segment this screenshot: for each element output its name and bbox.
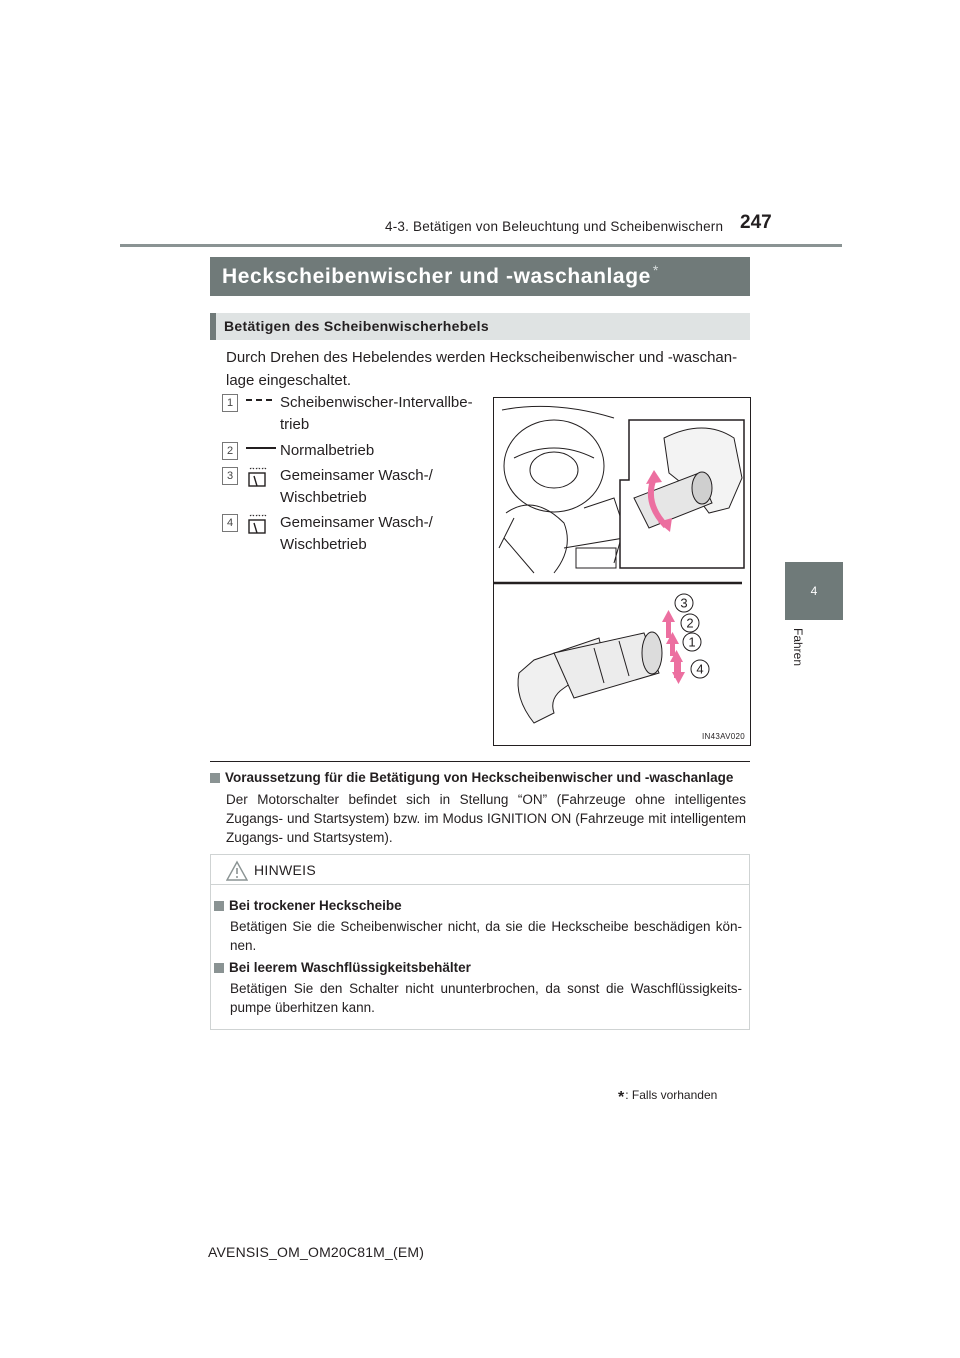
footnote-text: : Falls vorhanden	[625, 1088, 718, 1102]
document-code: AVENSIS_OM_OM20C81M_(EM)	[208, 1244, 425, 1260]
rear-washer-icon	[246, 467, 268, 489]
page-number: 247	[740, 212, 772, 233]
legend-text: Gemeinsamer Wasch-/ Wischbetrieb	[280, 514, 433, 553]
footnote	[618, 1088, 717, 1107]
warning-triangle-icon	[226, 860, 248, 882]
running-header: 4-3. Betätigen von Beleuchtung und Scheibenwischern	[385, 219, 724, 234]
chapter-label	[787, 624, 841, 684]
footnote-marker: *	[618, 1089, 625, 1106]
optional-marker: *	[652, 262, 659, 278]
legend-item-4	[222, 512, 482, 556]
callout-4: 4	[696, 661, 704, 677]
inset-detail	[620, 420, 744, 568]
chapter-tab[interactable]: 4	[785, 562, 843, 620]
notice-item-body-1: Betätigen Sie die Scheibenwischer nicht, da sie die Heckscheibe beschädigen kön-nen.	[230, 919, 742, 953]
section-title-text: Heckscheibenwischer und -waschanlage	[222, 265, 651, 288]
legend-number: 3	[222, 467, 238, 485]
rear-washer-icon	[246, 514, 268, 536]
legend-number: 2	[222, 442, 238, 460]
notice-item-title-2	[214, 960, 471, 975]
subsection-title: Betätigen des Scheibenwischerhebels	[224, 318, 489, 334]
legend-number: 1	[222, 394, 238, 412]
square-bullet-icon	[210, 773, 220, 783]
notice-item-body-2: Betätigen Sie den Schalter nicht ununterbrochen, da sonst die Waschflüssigkeits-pumpe überhitzen kann.	[230, 981, 742, 1015]
condition-title	[210, 770, 733, 785]
wiper-lever-illustration	[493, 397, 751, 746]
wiper-lever	[518, 632, 662, 723]
notice-item-title-text: Bei leerem Waschflüssigkeitsbehälter	[229, 960, 471, 975]
legend-item-3	[222, 465, 482, 509]
illustration-svg	[494, 398, 750, 745]
legend-text: Scheibenwischer-Intervallbe-trieb	[280, 394, 473, 433]
legend-number: 4	[222, 514, 238, 532]
chapter-label-text: Fahren	[791, 628, 805, 667]
square-bullet-icon	[214, 901, 224, 911]
content-divider	[210, 761, 750, 762]
figure-code: IN43AV020	[702, 732, 746, 741]
legend-item-1	[222, 392, 482, 436]
subsection-accent	[210, 313, 216, 340]
intro-paragraph: Durch Drehen des Hebelendes werden Heckscheibenwischer und -waschan-lage eingeschaltet.	[226, 349, 738, 389]
dashboard-sketch	[499, 406, 632, 573]
notice-item-title-text: Bei trockener Heckscheibe	[229, 898, 402, 913]
header-rule	[120, 244, 842, 247]
square-bullet-icon	[214, 963, 224, 973]
legend-text: Gemeinsamer Wasch-/ Wischbetrieb	[280, 467, 433, 506]
solid-line-icon	[246, 442, 276, 454]
callout-1: 1	[688, 634, 696, 650]
legend-text: Normalbetrieb	[280, 442, 375, 459]
callout-2: 2	[686, 615, 694, 631]
notice-item-title-1	[214, 898, 402, 913]
condition-body: Der Motorschalter befindet sich in Stellung “ON” (Fahrzeuge ohne intelligentes Zugangs- und Startsystem) bzw. im Modus IGNITION ON (Fahrzeuge mit intelligentem Zugangs- und Startsystem).	[226, 792, 746, 845]
legend-item-2	[222, 440, 482, 462]
dashed-line-icon	[246, 394, 276, 406]
notice-header-rule	[211, 884, 749, 885]
condition-title-text: Voraussetzung für die Betätigung von Heckscheibenwischer und -waschanlage	[225, 770, 734, 785]
notice-label: HINWEIS	[254, 862, 316, 878]
section-title	[222, 262, 659, 289]
callout-3: 3	[680, 595, 688, 611]
